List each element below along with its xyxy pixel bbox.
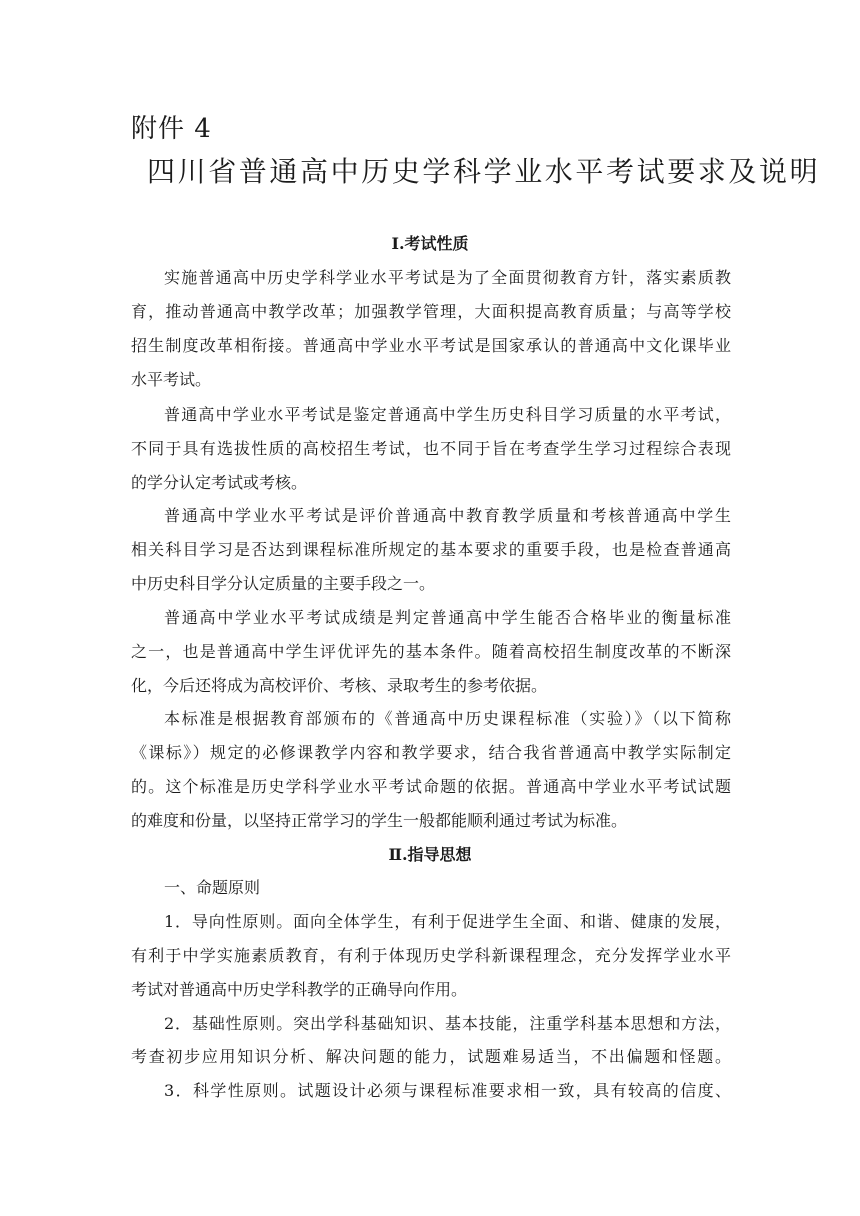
- document-title: 四川省普通高中历史学科学业水平考试要求及说明: [147, 155, 821, 188]
- paragraph-line: 《课标》）规定的必修课教学内容和教学要求，结合我省普通高中教学实际制定: [131, 743, 731, 762]
- paragraph-line: 招生制度改革相衔接。普通高中学业水平考试是国家承认的普通高中文化课毕业: [131, 336, 731, 355]
- section-heading-exam-nature: Ⅰ.考试性质: [391, 234, 469, 253]
- paragraph-line: 相关科目学习是否达到课程标准所规定的基本要求的重要手段，也是检查普通高: [131, 540, 731, 559]
- paragraph-line: 育，推动普通高中教学改革；加强教学管理，大面积提高教育质量；与高等学校: [131, 302, 731, 321]
- paragraph-line: 的难度和份量，以坚持正常学习的学生一般都能顺利通过考试为标准。: [131, 811, 628, 830]
- paragraph-line: 中历史科目学分认定质量的主要手段之一。: [131, 574, 436, 593]
- paragraph-line: 普通高中学业水平考试成绩是判定普通高中学生能否合格毕业的衡量标准: [164, 608, 731, 627]
- paragraph-line: 的学分认定考试或考核。: [131, 473, 308, 492]
- paragraph-line: 的。这个标准是历史学科学业水平考试命题的依据。普通高中学业水平考试试题: [131, 777, 731, 796]
- paragraph-line: 1．导向性原则。面向全体学生，有利于促进学生全面、和谐、健康的发展，: [164, 912, 731, 931]
- paragraph-line: 普通高中学业水平考试是评价普通高中教育教学质量和考核普通高中学生: [164, 506, 731, 525]
- paragraph-line: 2．基础性原则。突出学科基础知识、基本技能，注重学科基本思想和方法，: [164, 1014, 731, 1033]
- paragraph-line: 考试对普通高中历史学科教学的正确导向作用。: [131, 980, 468, 999]
- paragraph-line: 不同于具有选拔性质的高校招生考试，也不同于旨在考查学生学习过程综合表现: [131, 439, 731, 458]
- section-heading-guiding-ideology: Ⅱ.指导思想: [388, 845, 472, 864]
- paragraph-line: 普通高中学业水平考试是鉴定普通高中学生历史科目学习质量的水平考试，: [164, 405, 731, 424]
- paragraph-line: 化，今后还将成为高校评价、考核、录取考生的参考依据。: [131, 676, 548, 695]
- subheading-principles: 一、命题原则: [164, 878, 261, 897]
- paragraph-line: 有利于中学实施素质教育，有利于体现历史学科新课程理念，充分发挥学业水平: [131, 946, 731, 965]
- paragraph-line: 3．科学性原则。试题设计必须与课程标准要求相一致，具有较高的信度、: [164, 1081, 731, 1100]
- paragraph-line: 本标准是根据教育部颁布的《普通高中历史课程标准（实验）》（以下简称: [164, 709, 731, 728]
- attachment-label: 附件 4: [131, 114, 212, 144]
- paragraph-line: 实施普通高中历史学科学业水平考试是为了全面贯彻教育方针，落实素质教: [164, 268, 731, 287]
- paragraph-line: 之一，也是普通高中学生评优评先的基本条件。随着高校招生制度改革的不断深: [131, 642, 731, 661]
- paragraph-line: 考查初步应用知识分析、解决问题的能力，试题难易适当，不出偏题和怪题。: [131, 1047, 731, 1066]
- paragraph-line: 水平考试。: [131, 370, 212, 389]
